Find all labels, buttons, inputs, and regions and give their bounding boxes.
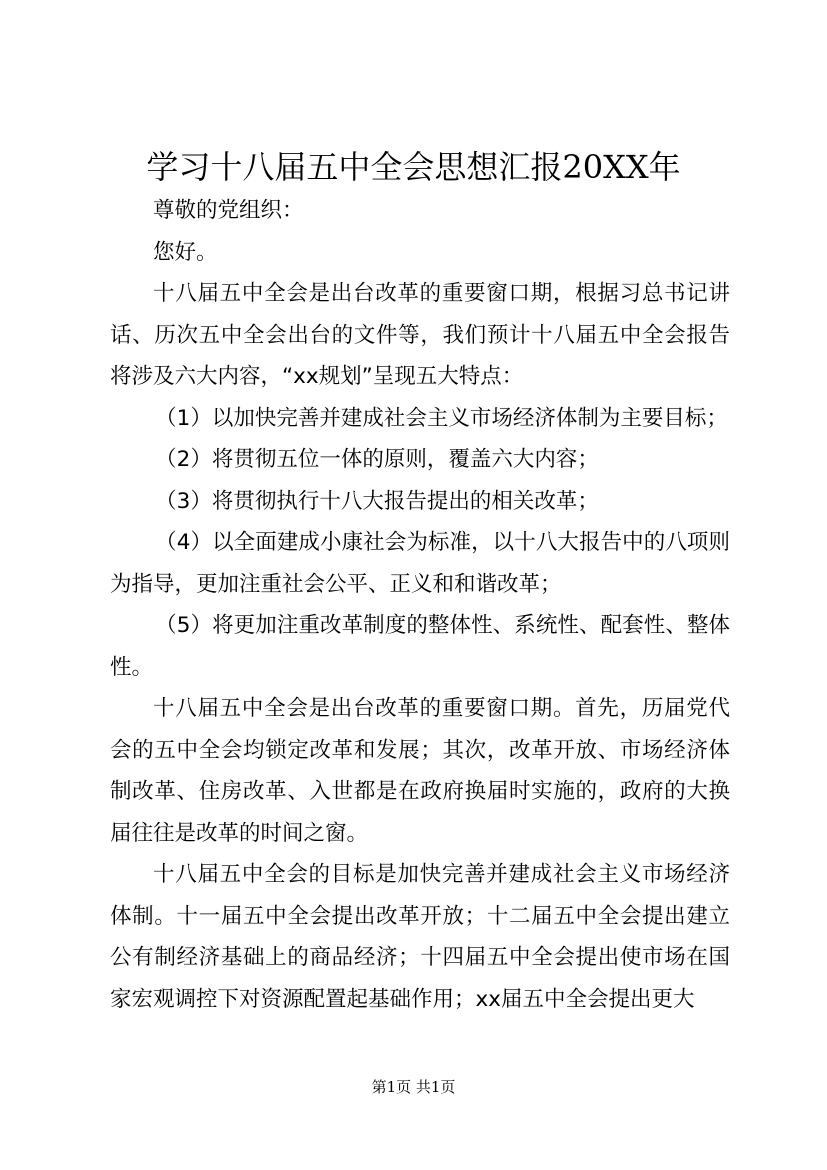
- list-item-5: （5）将更加注重改革制度的整体性、系统性、配套性、整体性。: [110, 613, 730, 680]
- greeting: 您好。: [153, 239, 218, 265]
- paragraph-intro: 十八届五中全会是出台改革的重要窗口期，根据习总书记讲话、历次五中全会出台的文件等，我们预计十八届五中全会报告将涉及六大内容，“xx规划”呈现五大特点：: [110, 281, 730, 389]
- document-body: [110, 190, 730, 1020]
- list-item-2: （2）将贯彻五位一体的原则，覆盖六大内容；: [155, 447, 599, 472]
- document-title: 学习十八届五中全会思想汇报20XX年: [146, 148, 681, 186]
- paragraph-window: 十八届五中全会是出台改革的重要窗口期。首先，历届党代会的五中全会均锁定改革和发展；其次，改革开放、市场经济体制改革、住房改革、入世都是在政府换届时实施的，政府的大换届往往是改革的时间之窗。: [110, 696, 730, 846]
- paragraph-goal: 十八届五中全会的目标是加快完善并建成社会主义市场经济体制。十一届五中全会提出改革开放；十二届五中全会提出建立公有制经济基础上的商品经济；十四届五中全会提出使市场在国家宏观调控下对资源配置起基础作用；xx届五中全会提出更大: [110, 862, 730, 1012]
- page-footer: 第1页 共1页: [371, 1078, 456, 1096]
- list-item-4: （4）以全面建成小康社会为标准，以十八大报告中的八项则为指导，更加注重社会公平、正义和和谐改革；: [110, 530, 730, 597]
- list-item-3: （3）将贯彻执行十八大报告提出的相关改革；: [155, 488, 599, 514]
- salutation: 尊敬的党组织：: [153, 198, 304, 223]
- list-item-1: （1）以加快完善并建成社会主义市场经济体制为主要目标；: [155, 405, 728, 431]
